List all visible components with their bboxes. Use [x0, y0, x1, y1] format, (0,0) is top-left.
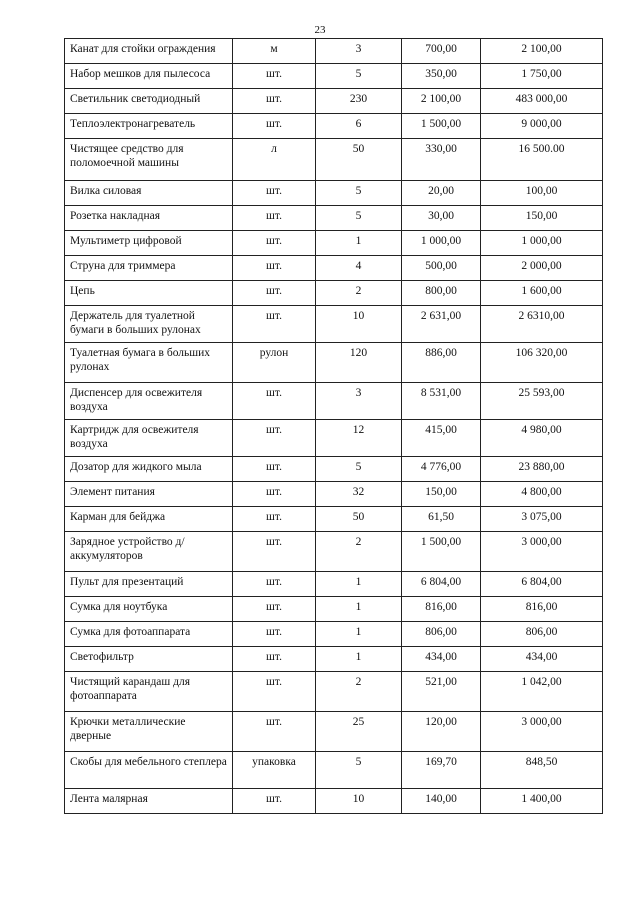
item-total: 1 600,00	[481, 281, 603, 306]
item-name: Вилка силовая	[65, 181, 233, 206]
item-unit: шт.	[233, 597, 316, 622]
item-name: Скобы для мебельного степлера	[65, 752, 233, 789]
item-price: 120,00	[402, 712, 481, 752]
table-row	[65, 482, 603, 507]
item-name: Набор мешков для пылесоса	[65, 64, 233, 89]
item-total: 16 500.00	[481, 139, 603, 181]
table-row	[65, 647, 603, 672]
item-name: Крючки металлические дверные	[65, 712, 233, 752]
item-total: 1 000,00	[481, 231, 603, 256]
table-row	[65, 752, 603, 789]
page-number: 23	[314, 24, 326, 36]
item-total: 150,00	[481, 206, 603, 231]
item-unit: шт.	[233, 206, 316, 231]
table-row	[65, 457, 603, 482]
table-row	[65, 306, 603, 343]
item-name: Теплоэлектронагреватель	[65, 114, 233, 139]
item-quantity: 5	[316, 181, 402, 206]
item-total: 3 000,00	[481, 532, 603, 572]
item-price: 2 100,00	[402, 89, 481, 114]
item-price: 1 500,00	[402, 532, 481, 572]
item-unit: м	[233, 39, 316, 64]
item-unit: упаковка	[233, 752, 316, 789]
item-price: 886,00	[402, 343, 481, 383]
item-name: Чистящее средство для поломоечной машины	[65, 139, 233, 181]
item-total: 3 000,00	[481, 712, 603, 752]
table-row	[65, 114, 603, 139]
item-unit: шт.	[233, 181, 316, 206]
item-quantity: 1	[316, 622, 402, 647]
item-price: 30,00	[402, 206, 481, 231]
item-unit: шт.	[233, 712, 316, 752]
item-unit: шт.	[233, 281, 316, 306]
table-row	[65, 231, 603, 256]
item-unit: шт.	[233, 89, 316, 114]
item-name: Розетка накладная	[65, 206, 233, 231]
item-total: 100,00	[481, 181, 603, 206]
item-name: Мультиметр цифровой	[65, 231, 233, 256]
item-total: 25 593,00	[481, 383, 603, 420]
item-quantity: 6	[316, 114, 402, 139]
item-price: 500,00	[402, 256, 481, 281]
table-row	[65, 572, 603, 597]
item-total: 6 804,00	[481, 572, 603, 597]
item-quantity: 5	[316, 206, 402, 231]
item-total: 483 000,00	[481, 89, 603, 114]
item-name: Пульт для презентаций	[65, 572, 233, 597]
item-name: Держатель для туалетной бумаги в больших рулонах	[65, 306, 233, 343]
table-row	[65, 532, 603, 572]
item-name: Цепь	[65, 281, 233, 306]
table-row	[65, 64, 603, 89]
item-name: Светофильтр	[65, 647, 233, 672]
item-total: 23 880,00	[481, 457, 603, 482]
item-total: 1 042,00	[481, 672, 603, 712]
item-unit: шт.	[233, 532, 316, 572]
item-unit: шт.	[233, 507, 316, 532]
table-row	[65, 597, 603, 622]
item-unit: шт.	[233, 420, 316, 457]
item-unit: шт.	[233, 672, 316, 712]
item-unit: л	[233, 139, 316, 181]
item-total: 848,50	[481, 752, 603, 789]
item-total: 4 980,00	[481, 420, 603, 457]
item-quantity: 2	[316, 281, 402, 306]
item-name: Лента малярная	[65, 789, 233, 814]
table-row	[65, 507, 603, 532]
item-unit: рулон	[233, 343, 316, 383]
item-total: 3 075,00	[481, 507, 603, 532]
item-name: Сумка для фотоаппарата	[65, 622, 233, 647]
table-row	[65, 789, 603, 814]
item-quantity: 5	[316, 457, 402, 482]
item-total: 1 750,00	[481, 64, 603, 89]
item-total: 434,00	[481, 647, 603, 672]
table-row	[65, 206, 603, 231]
item-quantity: 50	[316, 507, 402, 532]
item-price: 169,70	[402, 752, 481, 789]
table-row	[65, 622, 603, 647]
item-unit: шт.	[233, 789, 316, 814]
item-quantity: 10	[316, 306, 402, 343]
item-price: 415,00	[402, 420, 481, 457]
item-unit: шт.	[233, 64, 316, 89]
item-price: 20,00	[402, 181, 481, 206]
table-row	[65, 256, 603, 281]
item-quantity: 25	[316, 712, 402, 752]
item-price: 2 631,00	[402, 306, 481, 343]
table-row	[65, 420, 603, 457]
table-row	[65, 712, 603, 752]
item-unit: шт.	[233, 383, 316, 420]
item-quantity: 4	[316, 256, 402, 281]
table-row	[65, 343, 603, 383]
item-name: Картридж для освежителя воздуха	[65, 420, 233, 457]
item-name: Дозатор для жидкого мыла	[65, 457, 233, 482]
item-price: 140,00	[402, 789, 481, 814]
item-total: 2 100,00	[481, 39, 603, 64]
item-total: 4 800,00	[481, 482, 603, 507]
item-quantity: 2	[316, 672, 402, 712]
item-quantity: 230	[316, 89, 402, 114]
item-price: 61,50	[402, 507, 481, 532]
item-unit: шт.	[233, 114, 316, 139]
item-total: 106 320,00	[481, 343, 603, 383]
item-total: 2 000,00	[481, 256, 603, 281]
item-quantity: 1	[316, 572, 402, 597]
item-price: 700,00	[402, 39, 481, 64]
item-quantity: 1	[316, 647, 402, 672]
item-unit: шт.	[233, 256, 316, 281]
item-price: 4 776,00	[402, 457, 481, 482]
item-unit: шт.	[233, 622, 316, 647]
item-price: 330,00	[402, 139, 481, 181]
item-total: 2 6310,00	[481, 306, 603, 343]
table-row	[65, 383, 603, 420]
table-row	[65, 672, 603, 712]
item-quantity: 32	[316, 482, 402, 507]
item-quantity: 120	[316, 343, 402, 383]
item-quantity: 12	[316, 420, 402, 457]
item-total: 9 000,00	[481, 114, 603, 139]
item-name: Диспенсер для освежителя воздуха	[65, 383, 233, 420]
item-price: 806,00	[402, 622, 481, 647]
item-name: Туалетная бумага в больших рулонах	[65, 343, 233, 383]
item-price: 1 500,00	[402, 114, 481, 139]
item-total: 1 400,00	[481, 789, 603, 814]
item-name: Сумка для ноутбука	[65, 597, 233, 622]
item-price: 150,00	[402, 482, 481, 507]
item-price: 350,00	[402, 64, 481, 89]
table-row	[65, 39, 603, 64]
item-price: 1 000,00	[402, 231, 481, 256]
item-unit: шт.	[233, 306, 316, 343]
item-quantity: 50	[316, 139, 402, 181]
item-name: Карман для бейджа	[65, 507, 233, 532]
item-price: 800,00	[402, 281, 481, 306]
item-quantity: 5	[316, 752, 402, 789]
item-quantity: 5	[316, 64, 402, 89]
item-total: 816,00	[481, 597, 603, 622]
item-name: Зарядное устройство д/аккумуляторов	[65, 532, 233, 572]
item-price: 8 531,00	[402, 383, 481, 420]
item-name: Струна для триммера	[65, 256, 233, 281]
item-name: Светильник светодиодный	[65, 89, 233, 114]
item-quantity: 1	[316, 231, 402, 256]
item-price: 434,00	[402, 647, 481, 672]
item-price: 6 804,00	[402, 572, 481, 597]
item-name: Чистящий карандаш для фотоаппарата	[65, 672, 233, 712]
table-row	[65, 281, 603, 306]
item-quantity: 3	[316, 383, 402, 420]
item-price: 521,00	[402, 672, 481, 712]
item-price: 816,00	[402, 597, 481, 622]
item-quantity: 2	[316, 532, 402, 572]
item-unit: шт.	[233, 572, 316, 597]
item-total: 806,00	[481, 622, 603, 647]
item-quantity: 10	[316, 789, 402, 814]
item-unit: шт.	[233, 457, 316, 482]
item-name: Канат для стойки ограждения	[65, 39, 233, 64]
item-name: Элемент питания	[65, 482, 233, 507]
item-unit: шт.	[233, 647, 316, 672]
table-row	[65, 181, 603, 206]
item-quantity: 3	[316, 39, 402, 64]
item-unit: шт.	[233, 231, 316, 256]
item-quantity: 1	[316, 597, 402, 622]
item-unit: шт.	[233, 482, 316, 507]
table-row	[65, 89, 603, 114]
table-row	[65, 139, 603, 181]
items-table	[64, 38, 603, 814]
